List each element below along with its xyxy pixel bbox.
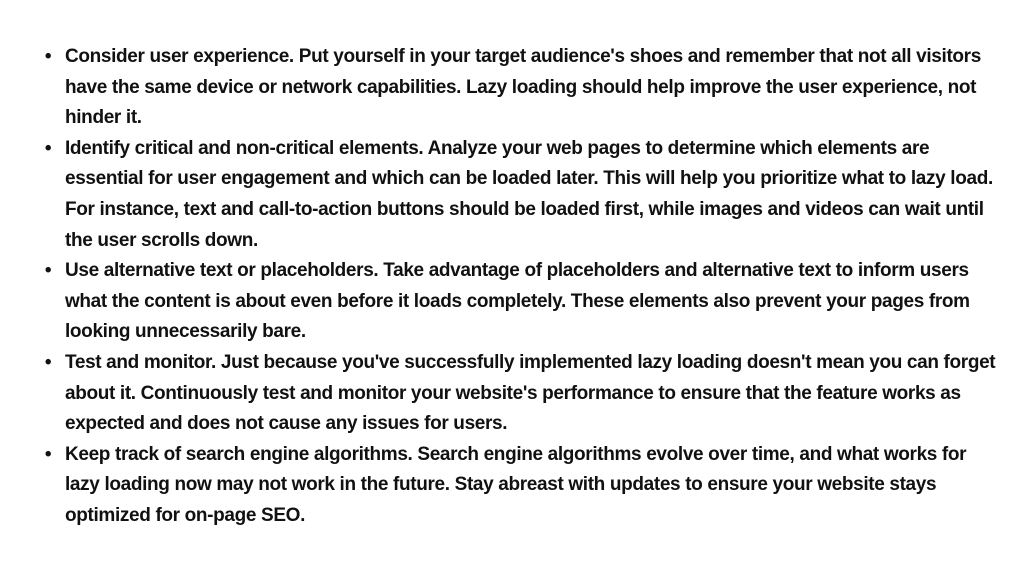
bullet-marker: • bbox=[44, 137, 52, 159]
bullet-marker: • bbox=[44, 351, 52, 373]
bullet-text: Consider user experience. Put yourself in your target audience's shoes and remember that not all visitors have the same device or network capabilities. Lazy loading should help improve the user experience, not hinder it. bbox=[65, 46, 981, 129]
bullet-text: Keep track of search engine algorithms. Search engine algorithms evolve over time, and what works for lazy loading now may not work in the future. Stay abreast with updates to ensure your website stays optimized for on-page SEO. bbox=[65, 443, 967, 526]
bullet-item-search-engine-algorithms bbox=[40, 440, 1002, 532]
bullet-text: Identify critical and non-critical elements. Analyze your web pages to determine which elements are essential for user engagement and which can be loaded later. This will help you prioritize what to lazy load. For instance, text and call-to-action buttons should be loaded first, while images and videos can wait until the user scrolls down. bbox=[65, 137, 993, 251]
bullet-marker: • bbox=[44, 260, 52, 282]
bullet-item-consider-user-experience bbox=[40, 42, 1002, 134]
bullet-marker: • bbox=[44, 443, 52, 465]
bullet-marker: • bbox=[44, 46, 52, 67]
bullet-item-test-and-monitor bbox=[40, 348, 1002, 440]
bullet-item-alternative-text bbox=[40, 256, 1002, 348]
bullet-list bbox=[40, 42, 1002, 532]
bullet-item-identify-critical-elements bbox=[40, 134, 1002, 256]
bullet-text: Use alternative text or placeholders. Take advantage of placeholders and alternative text to inform users what the content is about even before it loads completely. These elements also prevent your pages from looking unnecessarily bare. bbox=[65, 260, 970, 343]
bullet-text: Test and monitor. Just because you've successfully implemented lazy loading doesn't mean you can forget about it. Continuously test and monitor your website's performance to ensure that the feature works as expected and does not cause any issues for users. bbox=[65, 351, 996, 435]
